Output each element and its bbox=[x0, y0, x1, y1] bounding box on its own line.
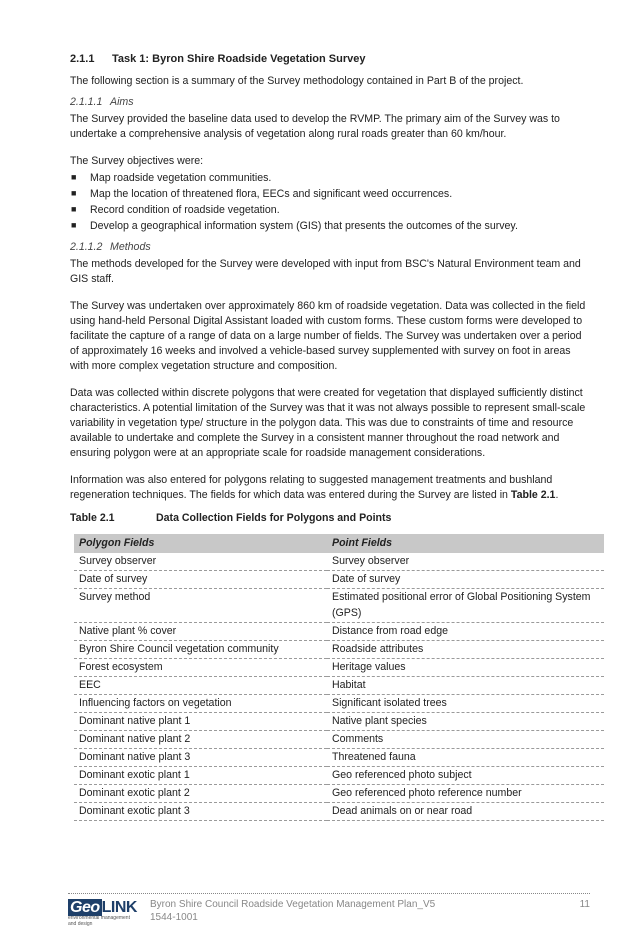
aims-heading bbox=[70, 95, 590, 110]
table-row bbox=[74, 784, 604, 802]
table-cell: Comments bbox=[327, 730, 604, 748]
section-number: 2.1.1 bbox=[70, 53, 95, 65]
table-row bbox=[74, 658, 604, 676]
table-row bbox=[74, 571, 604, 589]
aims-paragraph: The Survey provided the baseline data used to develop the RVMP. The primary aim of the Survey was to undertake a comprehensive analysis of vegetation along rural roads greater than 60 km/hour. bbox=[70, 112, 560, 140]
footer-doc-info bbox=[150, 898, 435, 924]
methods-number: 2.1.1.2 bbox=[70, 240, 103, 253]
table-caption bbox=[70, 511, 590, 526]
table-cell: Native plant % cover bbox=[74, 622, 327, 640]
table-cell: Date of survey bbox=[74, 571, 327, 589]
table-cell: Geo referenced photo subject bbox=[327, 766, 604, 784]
table-cell: Dominant exotic plant 2 bbox=[74, 784, 327, 802]
footer-doc-number: 1544-1001 bbox=[150, 912, 198, 923]
table-row bbox=[74, 640, 604, 658]
table-row bbox=[74, 730, 604, 748]
table-row bbox=[74, 712, 604, 730]
aims-number: 2.1.1.1 bbox=[70, 95, 103, 108]
table-cell: Dominant exotic plant 1 bbox=[74, 766, 327, 784]
table-cell: Survey observer bbox=[327, 553, 604, 571]
table-row bbox=[74, 589, 604, 622]
data-collection-table bbox=[74, 534, 604, 821]
bullet-icon: ■ bbox=[71, 219, 77, 230]
table-cell: Dominant exotic plant 3 bbox=[74, 802, 327, 820]
table-row bbox=[74, 748, 604, 766]
page-number: 11 bbox=[579, 899, 590, 910]
table-cell: EEC bbox=[74, 676, 327, 694]
section-title: Task 1: Byron Shire Roadside Vegetation Survey bbox=[112, 53, 366, 65]
methods-paragraph-4: Information was also entered for polygons relating to suggested management treatments and bushland regeneration techniques. The fields for which data was entered during the Survey are listed in Table 2.1. bbox=[70, 474, 559, 502]
methods-title: Methods bbox=[110, 240, 151, 253]
table-caption-number: Table 2.1 bbox=[70, 512, 115, 525]
bullet-icon: ■ bbox=[71, 187, 77, 198]
objectives-intro: The Survey objectives were: bbox=[70, 154, 204, 167]
table-cell: Byron Shire Council vegetation community bbox=[74, 640, 327, 658]
bullet-icon: ■ bbox=[71, 171, 77, 182]
methods-paragraph-3: Data was collected within discrete polygons that were created for vegetation that displayed sufficiently distinct characteristics. A potential limitation of the Survey was that it was not always possible to represent small-scale variability in vegetation type/ structure in the polygon data. This was due to constraints of time and resource available to undertake and complete the Survey in a consistent manner throughout the road network and ensuring polygon were at an appropriate scale for roadside management considerations. bbox=[70, 387, 586, 460]
table-row bbox=[74, 553, 604, 571]
table-cell: Dominant native plant 2 bbox=[74, 730, 327, 748]
section-intro: The following section is a summary of the Survey methodology contained in Part B of the project. bbox=[70, 74, 524, 87]
table-cell: Influencing factors on vegetation bbox=[74, 694, 327, 712]
table-row bbox=[74, 676, 604, 694]
table-caption-title: Data Collection Fields for Polygons and Points bbox=[156, 512, 392, 525]
table-cell: Estimated positional error of Global Positioning System (GPS) bbox=[327, 589, 604, 622]
table-row bbox=[74, 766, 604, 784]
list-item: ■ Map the location of threatened flora, EECs and significant weed occurrences. bbox=[71, 187, 453, 200]
bullet-icon: ■ bbox=[71, 203, 77, 214]
aims-title: Aims bbox=[110, 95, 134, 108]
table-cell: Habitat bbox=[327, 676, 604, 694]
table-cell: Dominant native plant 1 bbox=[74, 712, 327, 730]
methods-paragraph-1: The methods developed for the Survey were developed with input from BSC's Natural Environment team and GIS staff. bbox=[70, 257, 581, 285]
table-cell: Forest ecosystem bbox=[74, 658, 327, 676]
table-row bbox=[74, 802, 604, 820]
table-cell: Survey method bbox=[74, 589, 327, 622]
table-header-row bbox=[74, 534, 604, 553]
table-row bbox=[74, 694, 604, 712]
table-header-cell: Point Fields bbox=[327, 534, 604, 553]
table-cell: Dominant native plant 3 bbox=[74, 748, 327, 766]
table-cell: Survey observer bbox=[74, 553, 327, 571]
table-cell: Threatened fauna bbox=[327, 748, 604, 766]
geolink-logo: Geo LINK environmental management and design bbox=[68, 899, 137, 927]
list-item: ■ Map roadside vegetation communities. bbox=[71, 171, 272, 184]
table-row bbox=[74, 622, 604, 640]
table-cell: Roadside attributes bbox=[327, 640, 604, 658]
table-cell: Distance from road edge bbox=[327, 622, 604, 640]
table-cell: Native plant species bbox=[327, 712, 604, 730]
table-cell: Significant isolated trees bbox=[327, 694, 604, 712]
table-header-cell: Polygon Fields bbox=[74, 534, 327, 553]
objectives-list bbox=[70, 171, 590, 234]
section-heading bbox=[70, 52, 590, 68]
table-cell: Geo referenced photo reference number bbox=[327, 784, 604, 802]
methods-paragraph-2: The Survey was undertaken over approximately 860 km of roadside vegetation. Data was collected in the field using hand-held Personal Digital Assistant loaded with custom forms. These custom forms were developed to facilitate the capture of a range of data on a large number of fields. The Survey was undertaken over a period of approximately 16 weeks and involved a vehicle-based survey supplemented with survey on foot in areas with more complex vegetation structure and composition. bbox=[70, 299, 586, 373]
list-item: ■ Record condition of roadside vegetation. bbox=[71, 203, 280, 216]
page-footer bbox=[68, 893, 590, 927]
table-cell: Heritage values bbox=[327, 658, 604, 676]
table-reference: Table 2.1 bbox=[510, 489, 556, 502]
document-page bbox=[70, 52, 590, 821]
footer-doc-title: Byron Shire Council Roadside Vegetation Management Plan_V5 bbox=[150, 899, 436, 910]
table-cell: Date of survey bbox=[327, 571, 604, 589]
table-cell: Dead animals on or near road bbox=[327, 802, 604, 820]
list-item: ■ Develop a geographical information system (GIS) that presents the outcomes of the survey. bbox=[71, 219, 518, 232]
methods-heading bbox=[70, 240, 590, 255]
